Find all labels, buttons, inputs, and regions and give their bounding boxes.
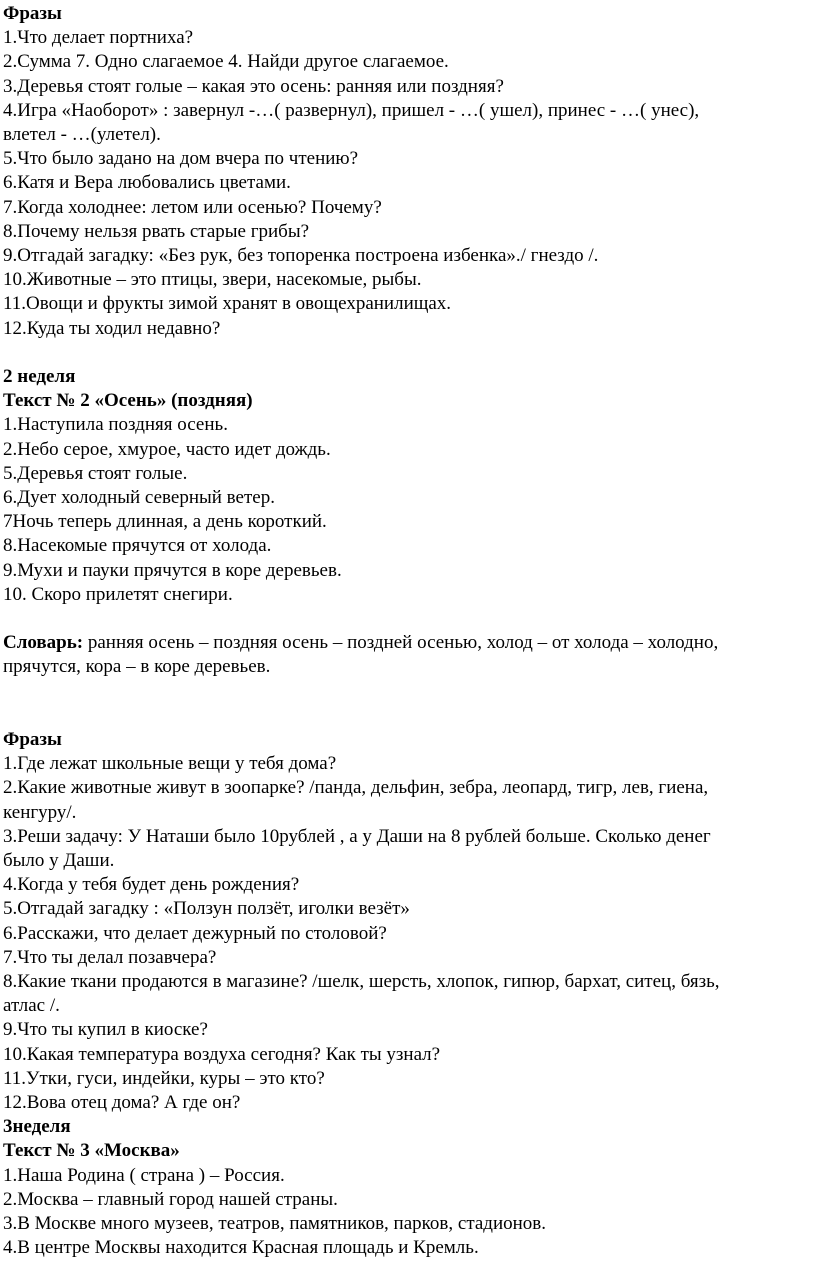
list-item-continuation: атлас /.: [3, 995, 60, 1017]
week-heading: 3неделя: [3, 1116, 71, 1138]
list-item: 1.Наша Родина ( страна ) – Россия.: [3, 1164, 285, 1186]
list-item: 6.Дует холодный северный ветер.: [3, 487, 275, 509]
list-item: 5.Отгадай загадку : «Ползун ползёт, иголки везёт»: [3, 898, 410, 920]
list-item-continuation: влетел - …(улетел).: [3, 124, 161, 146]
list-item: 5.Деревья стоят голые.: [3, 462, 188, 484]
list-item: 9.Отгадай загадку: «Без рук, без топоренка построена избенка»./ гнездо /.: [3, 245, 599, 267]
list-item: 3.В Москве много музеев, театров, памятников, парков, стадионов.: [3, 1213, 547, 1235]
vocabulary-line: [3, 631, 813, 655]
list-item: 12.Вова отец дома? А где он?: [3, 1092, 241, 1114]
list-item: 10.Какая температура воздуха сегодня? Как ты узнал?: [3, 1043, 441, 1065]
list-item: 7.Что ты делал позавчера?: [3, 946, 217, 968]
list-item: 3.Реши задачу: У Наташи было 10рублей , а у Даши на 8 рублей больше. Сколько денег: [3, 825, 711, 847]
list-item: 1.Где лежат школьные вещи у тебя дома?: [3, 753, 337, 775]
list-item-continuation: было у Даши.: [3, 850, 115, 872]
list-item-continuation: кенгуру/.: [3, 801, 77, 823]
list-item: 11.Овощи и фрукты зимой хранят в овощехранилищах.: [3, 293, 452, 315]
list-item: 5.Что было задано на дом вчера по чтению?: [3, 148, 359, 170]
list-item: 10.Животные – это птицы, звери, насекомые, рыбы.: [3, 269, 422, 291]
vocabulary-text-continuation: прячутся, кора – в коре деревьев.: [3, 656, 271, 678]
list-item: 2.Какие животные живут в зоопарке? /панда, дельфин, зебра, леопард, тигр, лев, гиена,: [3, 777, 709, 799]
vocabulary-text: ранняя осень – поздняя осень – поздней осенью, холод – от холода – холодно,: [83, 632, 719, 654]
week-heading: 2 неделя: [3, 366, 76, 388]
list-item: 9.Мухи и пауки прячутся в коре деревьев.: [3, 559, 342, 581]
section-heading: Фразы: [3, 729, 62, 751]
list-item: 4.В центре Москвы находится Красная площадь и Кремль.: [3, 1237, 479, 1259]
text-title: Текст № 2 «Осень» (поздняя): [3, 390, 253, 412]
list-item: 9.Что ты купил в киоске?: [3, 1019, 208, 1041]
document-page: [3, 2, 813, 1261]
list-item: 1.Наступила поздняя осень.: [3, 414, 228, 436]
text-title: Текст № 3 «Москва»: [3, 1140, 180, 1162]
list-item: 7Ночь теперь длинная, а день короткий.: [3, 511, 327, 533]
list-item: 6.Катя и Вера любовались цветами.: [3, 172, 291, 194]
list-item: 4.Игра «Наоборот» : завернул -…( развернул), пришел - …( ушел), принес - …( унес),: [3, 99, 700, 121]
list-item: 11.Утки, гуси, индейки, куры – это кто?: [3, 1067, 325, 1089]
list-item: 7.Когда холоднее: летом или осенью? Почему?: [3, 196, 382, 218]
section-heading: Фразы: [3, 3, 62, 24]
list-item: 2.Небо серое, хмурое, часто идет дождь.: [3, 438, 331, 460]
list-item: 2.Сумма 7. Одно слагаемое 4. Найди другое слагаемое.: [3, 51, 449, 73]
list-item: 3.Деревья стоят голые – какая это осень: ранняя или поздняя?: [3, 75, 504, 97]
vocabulary-label: Словарь:: [3, 632, 84, 654]
list-item: 8.Какие ткани продаются в магазине? /шелк, шерсть, хлопок, гипюр, бархат, ситец, бязь,: [3, 971, 720, 993]
list-item: 2.Москва – главный город нашей страны.: [3, 1188, 338, 1210]
list-item: 12.Куда ты ходил недавно?: [3, 317, 221, 339]
list-item: 6.Расскажи, что делает дежурный по столовой?: [3, 922, 387, 944]
list-item: 4.Когда у тебя будет день рождения?: [3, 874, 300, 896]
list-item: 8.Почему нельзя рвать старые грибы?: [3, 220, 310, 242]
list-item: 10. Скоро прилетят снегири.: [3, 583, 233, 605]
list-item: 1.Что делает портниха?: [3, 27, 194, 49]
list-item: 8.Насекомые прячутся от холода.: [3, 535, 272, 557]
